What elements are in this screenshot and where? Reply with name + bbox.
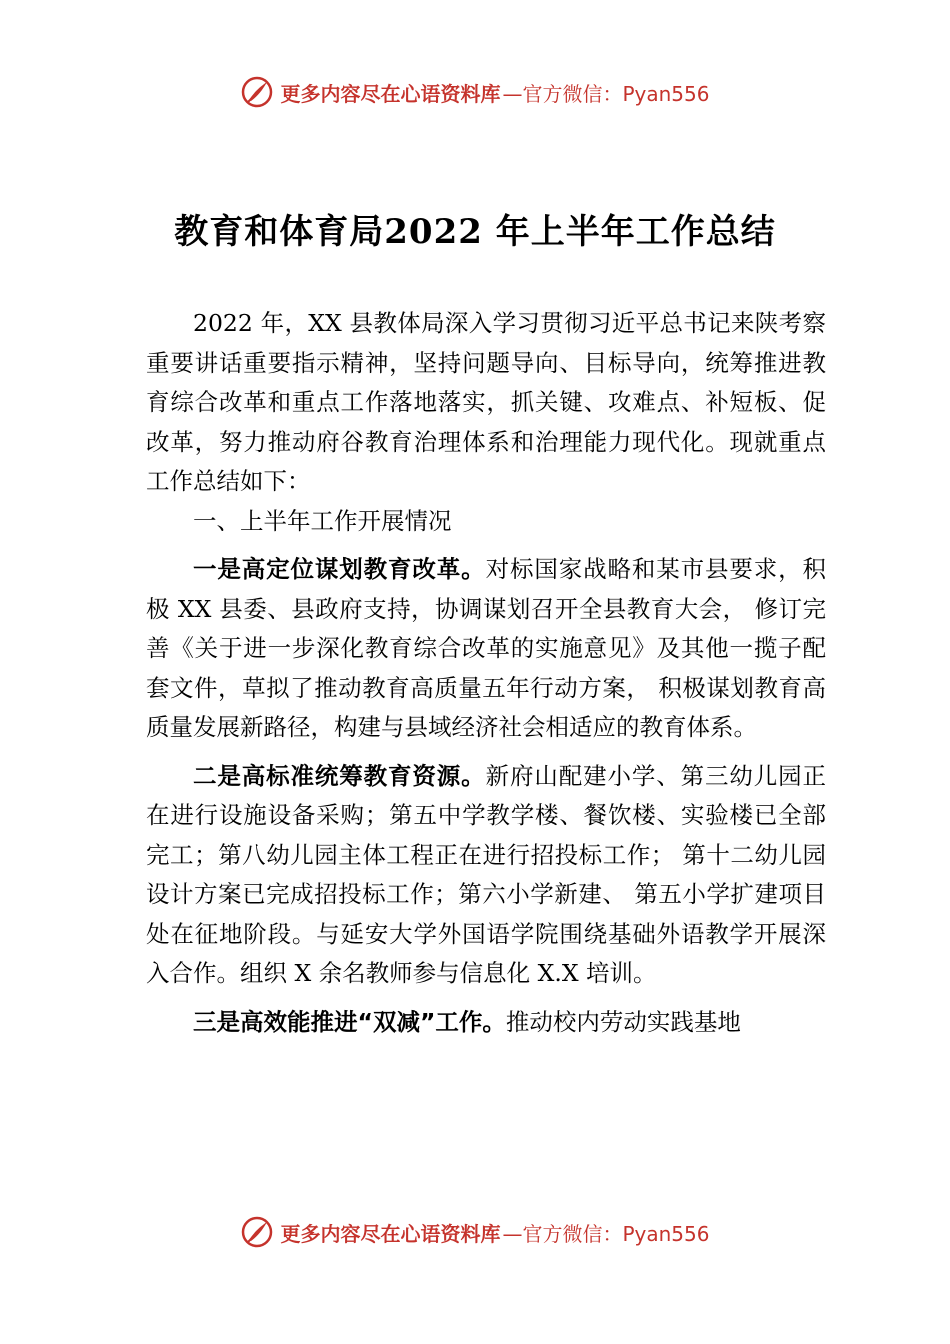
quill-seal-icon <box>240 75 274 109</box>
watermark-contact: —官方微信：Pyan556 <box>502 81 710 106</box>
intro-paragraph: 2022 年，XX 县教体局深入学习贯彻习近平总书记来陕考察重要讲话重要指示精神，坚持问题导向、目标导向，统筹推进教育综合改革和重点工作落地落实，抓关键、攻难点、补短板、促改革，努力推动府谷教育治理体系和治理能力现代化。现就重点工作总结如下： <box>146 309 826 495</box>
work-item-text: 对标国家战略和某市县要求，积极 XX 县委、县政府支持，协调谋划召开全县教育大会， 修订完善《关于进一步深化教育综合改革的实施意见》及其他一揽子配套文件，草拟了推动教育高质量五年行动方案， 积极谋划教育高质量发展新路径，构建与县域经济社会相适应的教育体系。 <box>146 555 827 741</box>
watermark-contact: —官方微信：Pyan556 <box>502 1221 710 1246</box>
work-item-lead: 一是高定位谋划教育改革。 <box>193 555 486 583</box>
document-title: 教育和体育局2022 年上半年工作总结 <box>174 212 776 252</box>
watermark-brand: 更多内容尽在心语资料库 <box>280 1221 501 1246</box>
watermark-brand: 更多内容尽在心语资料库 <box>280 81 501 106</box>
work-item-2 <box>146 757 826 994</box>
section-heading: 一、上半年工作开展情况 <box>193 506 452 535</box>
footer-watermark <box>0 1214 950 1250</box>
work-item-1 <box>146 550 826 748</box>
work-item-text: 推动校内劳动实践基地 <box>505 1007 741 1036</box>
work-item-lead: 二是高标准统筹教育资源。 <box>193 761 486 790</box>
document-body <box>146 304 826 1042</box>
work-item-3 <box>146 1003 826 1043</box>
quill-seal-icon <box>240 1215 274 1249</box>
work-item-lead: 三是高效能推进“双减”工作。 <box>193 1007 506 1036</box>
header-watermark <box>0 74 950 110</box>
work-item-text: 新府山配建小学、第三幼儿园正在进行设施设备采购；第五中学教学楼、餐饮楼、实验楼已全部完工；第八幼儿园主体工程正在进行招投标工作； 第十二幼儿园设计方案已完成招投标工作；第六小学新建、 第五小学扩建项目处在征地阶段。与延安大学外国语学院围绕基础外语教学开展深入合作。组织 X 余名教师参与信息化 X.X 培训。 <box>146 761 827 987</box>
